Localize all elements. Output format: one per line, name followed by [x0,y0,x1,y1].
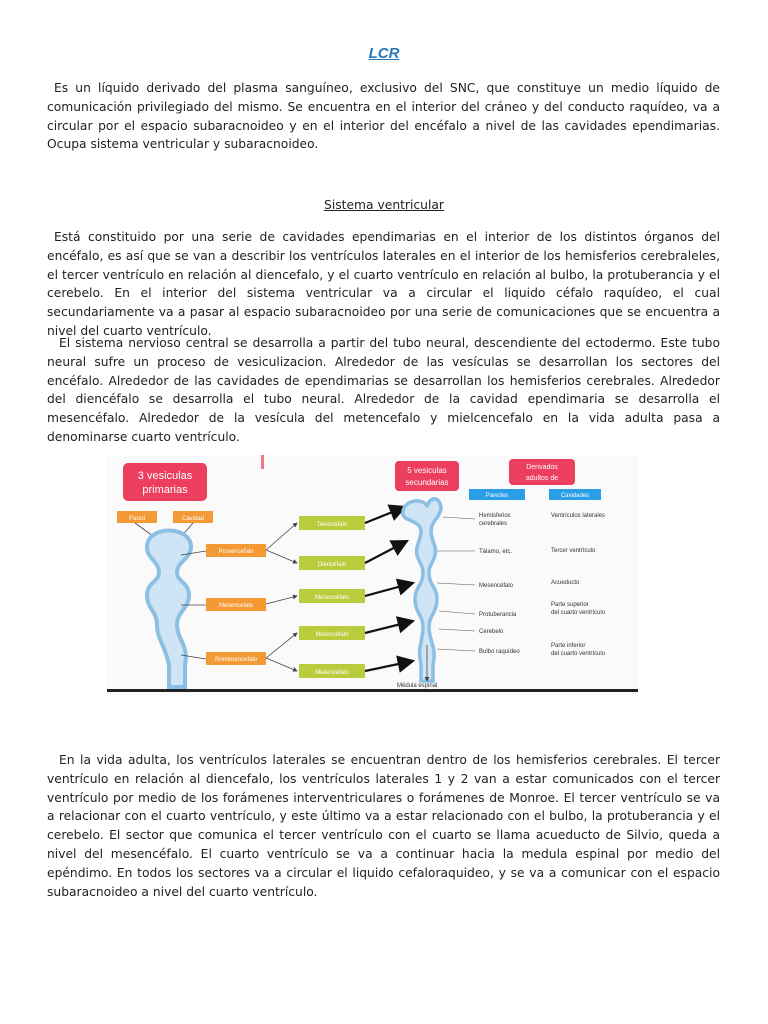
cavity-tercer-ventriculo: Tercer ventrículo [551,548,596,554]
svg-text:secundarias: secundarias [405,478,449,487]
svg-text:Cavidad: Cavidad [181,516,205,522]
cavity-cuarto-sup: del cuarto ventrículo [551,610,606,616]
wall-hemisferios: Hemisferios [479,513,511,519]
wall-cerebelo: Cerebelo [479,629,504,635]
wall-talamo: Tálamo, etc. [479,549,513,555]
svg-text:Derivados: Derivados [526,464,558,471]
cavity-cuarto-inf: del cuarto ventrículo [551,651,606,657]
svg-text:Mielencéfalo: Mielencéfalo [315,670,349,676]
wall-protuberancia: Protuberancia [479,612,517,618]
section-title: Sistema ventricular [324,198,444,212]
cavity-parte-superior: Parte superior [551,602,589,608]
svg-text:Pared: Pared [128,516,146,522]
svg-text:adultos de: adultos de [525,475,559,482]
svg-text:Romboencefalo: Romboencefalo [214,657,258,663]
svg-text:Mesencéfalo: Mesencéfalo [314,595,350,601]
svg-text:Telencéfalo: Telencéfalo [316,522,348,528]
svg-text:Metencéfalo: Metencéfalo [315,632,349,638]
vesicles-diagram [107,455,638,695]
wall-mesencefalo: Mesencéfalo [479,583,514,589]
primary-neural-tube [147,531,191,688]
svg-text:Prosencefalo: Prosencefalo [218,549,254,555]
primary-box-line1: 3 vesiculas [137,470,193,482]
paragraph-2: El sistema nervioso central se desarrolla a partir del tubo neural, descendiente del ectodermo. Este tubo neural sufre un proceso de vesiculizacion. Alrededor de las vesículas se desarrollan los sectores del encéfalo. Alrededor de las cavidades de ependimarias se desarrollan los hemisferios cerebrales. Alrededor del diencéfalo se desarrolla el tubo neural. Alrededor de la cavidad ependimaria se desarrolla el mesencéfalo. Alrededor de la vesícula del metencefalo y mielcencefalo en la vida adulta pasa a denominarse cuarto ventrículo. [47,336,720,444]
svg-text:Diencéfalo: Diencéfalo [317,562,347,568]
cavity-ventriculos-laterales: Ventrículos laterales [551,513,606,519]
svg-text:Paredes: Paredes [485,493,509,499]
secondary-neural-tube [403,499,441,681]
svg-text:5 vesiculas: 5 vesiculas [407,466,447,475]
primary-box-line2: primarias [142,484,188,496]
intro-paragraph: Es un líquido derivado del plasma sanguíneo, exclusivo del SNC, que constituye un medio líquido de comunicación privilegiado del mismo. Se encuentra en el interior del cráneo y del conducto raquídeo, va a circular por el espacio subaracnoideo y en el interior del encéfalo a nivel de las cavidades ependimarias. Ocupa sistema ventricular y subaracnoideo. [47,81,720,152]
document-title: LCR [368,45,400,62]
spinal-cord-label: Médula espinal [397,683,438,689]
paragraph-3: En la vida adulta, los ventrículos laterales se encuentran dentro de los hemisferios cerebrales. El tercer ventrículo en relación al diencefalo, los ventrículos laterales 1 y 2 van a estar comunicados con el tercer ventrículo por medio de los forámenes interventriculares o forámenes de Monroe. El tercer ventrículo se va a relacionar con el cuarto ventrículo, y este último va a estar relacionado con el bulbo, la protuberancia y el cerebelo. El sector que comunica el tercer ventrículo con el cuarto se llama acueducto de Silvio, queda a nivel del mesencéfalo. El cuarto ventrículo se va a continuar hacia la medula espinal por medio del epéndimo. En todos los sectores va a circular el liquido cefaloraquideo, y se va a comunicar con el espacio subaracnoideo a nivel del cuarto ventrículo. [47,753,720,899]
svg-text:Mesencefalo: Mesencefalo [218,603,254,609]
svg-text:Cavidades: Cavidades [560,493,590,499]
paragraph-1: Está constituido por una serie de cavidades ependimarias en el interior de los distintos órganos del encéfalo, es así que se van a describir los ventrículos laterales en el interior de los hemisferios cerebraleles, el tercer ventrículo en relación al diencefalo, y el cuarto ventrículo en relación al bulbo, la protuberancia y el cerebelo. En el interior del sistema ventricular va a circular el liquido céfalo raquídeo, el cual secundariamente va a pasar al espacio subaracnoideo por una serie de comunicaciones que se encuentra a nivel del cuarto ventrículo. [47,230,720,338]
cavity-parte-inferior: Parte inferior [551,643,586,649]
wall-bulbo: Bulbo raquídeo [479,649,520,655]
cavity-acueducto: Acueducto [551,580,580,586]
wall-cerebrales: cerebrales [479,521,508,527]
